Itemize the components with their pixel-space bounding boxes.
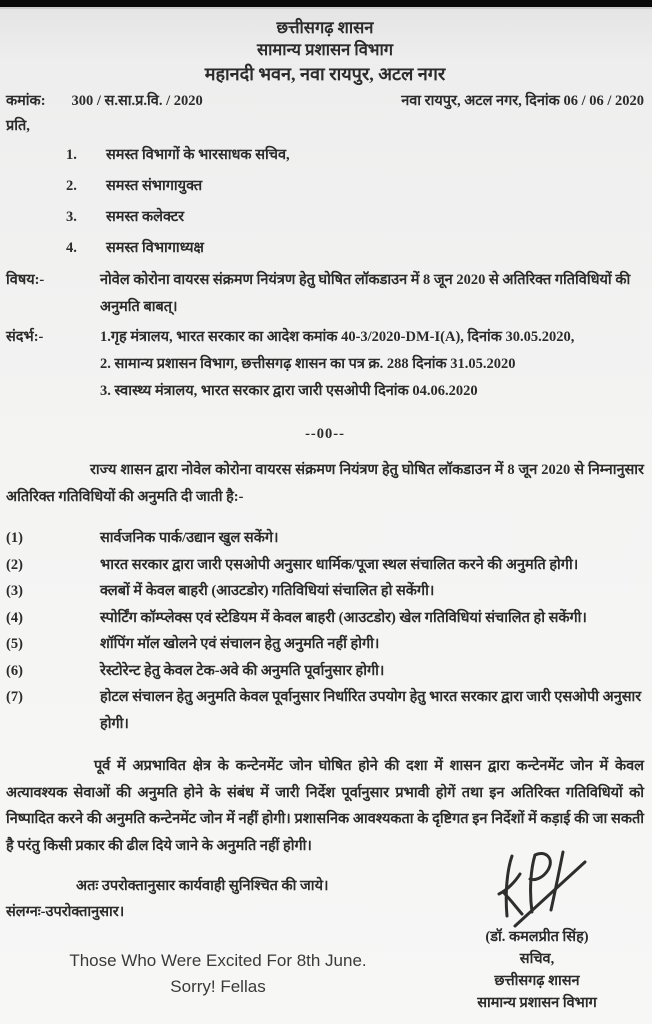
permission-number: (3)	[6, 583, 23, 599]
enclosure-line: संलग्नः-उपरोक्तानुसार।	[6, 904, 125, 920]
permission-item	[6, 605, 644, 632]
permission-text: भारत सरकार द्वारा जारी एसओपी अनुसार धार्मिक/पूजा स्थल संचालित करने की अनुमति होगी।	[100, 556, 579, 573]
recipient-text: समस्त विभागों के भारसाधक सचिव,	[106, 147, 290, 163]
meme-caption-line1: Those Who Were Excited For 8th June.	[69, 951, 367, 970]
letterhead-department: सामान्य प्रशासन विभाग	[256, 40, 394, 59]
signatory-org-line2: सामान्य प्रशासन विभाग	[477, 995, 597, 1011]
meme-caption	[48, 948, 388, 1000]
permission-number: (6)	[6, 662, 23, 679]
recipient-row	[66, 171, 644, 202]
permission-number: (7)	[6, 689, 23, 705]
permission-number: (1)	[6, 530, 23, 546]
reference-item: 2. सामान्य प्रशासन विभाग, छत्तीसगढ़ शासन का पत्र क्र. 288 दिनांक 31.05.2020	[100, 356, 516, 372]
subject-text: नोवेल कोरोना वायरस संक्रमण नियंत्रण हेतु घोषित लॉकडाउन में 8 जून 2020 से अतिरिक्त गतिविधियों की अनुमति बाबत्।	[100, 272, 631, 315]
signatory-org-line1: छत्तीसगढ़ शासन	[494, 973, 580, 989]
signatory-name: (डॉ. कमलप्रीत सिंह)	[485, 929, 589, 945]
letter-page	[0, 9, 652, 925]
intro-paragraph: राज्य शासन द्वारा नोवेल कोरोना वायरस संक्रमण नियंत्रण हेतु घोषित लॉकडाउन में 8 जून 2020 से निम्नानुसार अतिरिक्त गतिविधियों की अनुमति दी जाती है:-	[6, 462, 644, 505]
recipient-number: 4.	[66, 240, 77, 256]
recipient-number: 1.	[66, 147, 77, 163]
permission-number: (5)	[6, 636, 23, 652]
permission-number: (4)	[6, 609, 23, 626]
recipient-text: समस्त कलेक्टर	[106, 209, 185, 225]
recipient-number: 2.	[66, 178, 77, 194]
permission-text: क्लबों में केवल बाहरी (आउटडोर) गतिविधियां संचालित हो सकेंगी।	[100, 583, 435, 599]
permission-item	[6, 684, 644, 737]
to-label: प्रति,	[6, 118, 30, 134]
signatory-designation: सचिव,	[519, 951, 555, 967]
permission-number: (2)	[6, 556, 23, 573]
ref-number-label: कमांक:	[6, 93, 46, 109]
recipient-list	[6, 140, 644, 264]
recipient-number: 3.	[66, 209, 77, 225]
permission-item	[6, 578, 644, 605]
reference-label: संदर्भ:-	[6, 329, 44, 345]
recipient-row	[66, 202, 644, 233]
signature-block	[432, 846, 642, 1014]
permission-item	[6, 525, 644, 552]
place-date: नवा रायपुर, अटल नगर, दिनांक 06 / 06 / 2020	[401, 93, 644, 109]
ref-number-value: 300 / स.सा.प्र.वि. / 2020	[71, 93, 203, 109]
recipient-row	[66, 140, 644, 171]
permission-text: रेस्टोरेन्ट हेतु केवल टेक-अवे की अनुमति पूर्वानुसार होगी।	[100, 662, 385, 679]
recipient-text: समस्त विभागाध्यक्ष	[106, 240, 204, 256]
permission-text: होटल संचालन हेतु अनुमति केवल पूर्वानुसार निर्धारित उपयोग हेतु भारत सरकार द्वारा जारी एसओपी अनुसार होगी।	[100, 689, 642, 732]
permissions-list	[6, 525, 644, 737]
recipient-row	[66, 233, 644, 264]
permission-text: स्पोर्टिंग कॉम्प्लेक्स एवं स्टेडियम में केवल बाहरी (आउटडोर) खेल गतिविधियां संचालित हो सकेंगी।	[100, 609, 587, 626]
action-line: अतः उपरोक्तानुसार कार्यवाही सुनिश्चित की जाये।	[76, 878, 329, 894]
letterhead-government: छत्तीसगढ़ शासन	[276, 18, 374, 37]
section-separator: --00--	[305, 426, 345, 442]
reference-row	[6, 324, 644, 405]
scan-top-border	[0, 0, 652, 9]
letterhead-address: महानदी भवन, नवा रायपुर, अटल नगर	[204, 64, 446, 84]
permission-item	[6, 658, 644, 685]
permission-text: शॉपिंग मॉल खोलने एवं संचालन हेतु अनुमति नहीं होगी।	[100, 636, 380, 652]
reference-items	[100, 324, 644, 405]
reference-item: 1.गृह मंत्रालय, भारत सरकार का आदेश कमांक 40-3/2020-DM-I(A), दिनांक 30.05.2020,	[100, 329, 575, 345]
reference-number-row	[6, 88, 644, 114]
meme-caption-line2: Sorry! Fellas	[170, 977, 266, 996]
signature-scribble	[477, 846, 597, 932]
subject-row	[6, 267, 644, 321]
closing-paragraph: पूर्व में अप्रभावित क्षेत्र के कन्टेनमेंट जोन घोषित होने की दशा में शासन द्वारा कन्टेनमेंट जोन में केवल अत्यावश्यक सेवाओं की अनुमति होने के संबंध में जारी निर्देश पूर्वानुसार प्रभावी होगें तथा इन अतिरिक्त गतिविधियों को निष्पादित करने की अनुमति कन्टेनमेंट जोन में नहीं होगी। प्रशासनिक आवश्यकता के दृष्टिगत इन निर्देशों में कड़ाई की जा सकती है परंतु किसी प्रकार की ढील दिये जाने के अनुमति नहीं होगी।	[6, 758, 644, 854]
permission-text: सार्वजनिक पार्क/उद्यान खुल सकेंगे।	[100, 530, 279, 546]
permission-item	[6, 552, 644, 579]
reference-item: 3. स्वास्थ्य मंत्रालय, भारत सरकार द्वारा जारी एसओपी दिनांक 04.06.2020	[100, 383, 478, 399]
subject-label: विषय:-	[6, 272, 45, 288]
permission-item	[6, 631, 644, 658]
recipient-text: समस्त संभागायुक्त	[106, 178, 203, 194]
